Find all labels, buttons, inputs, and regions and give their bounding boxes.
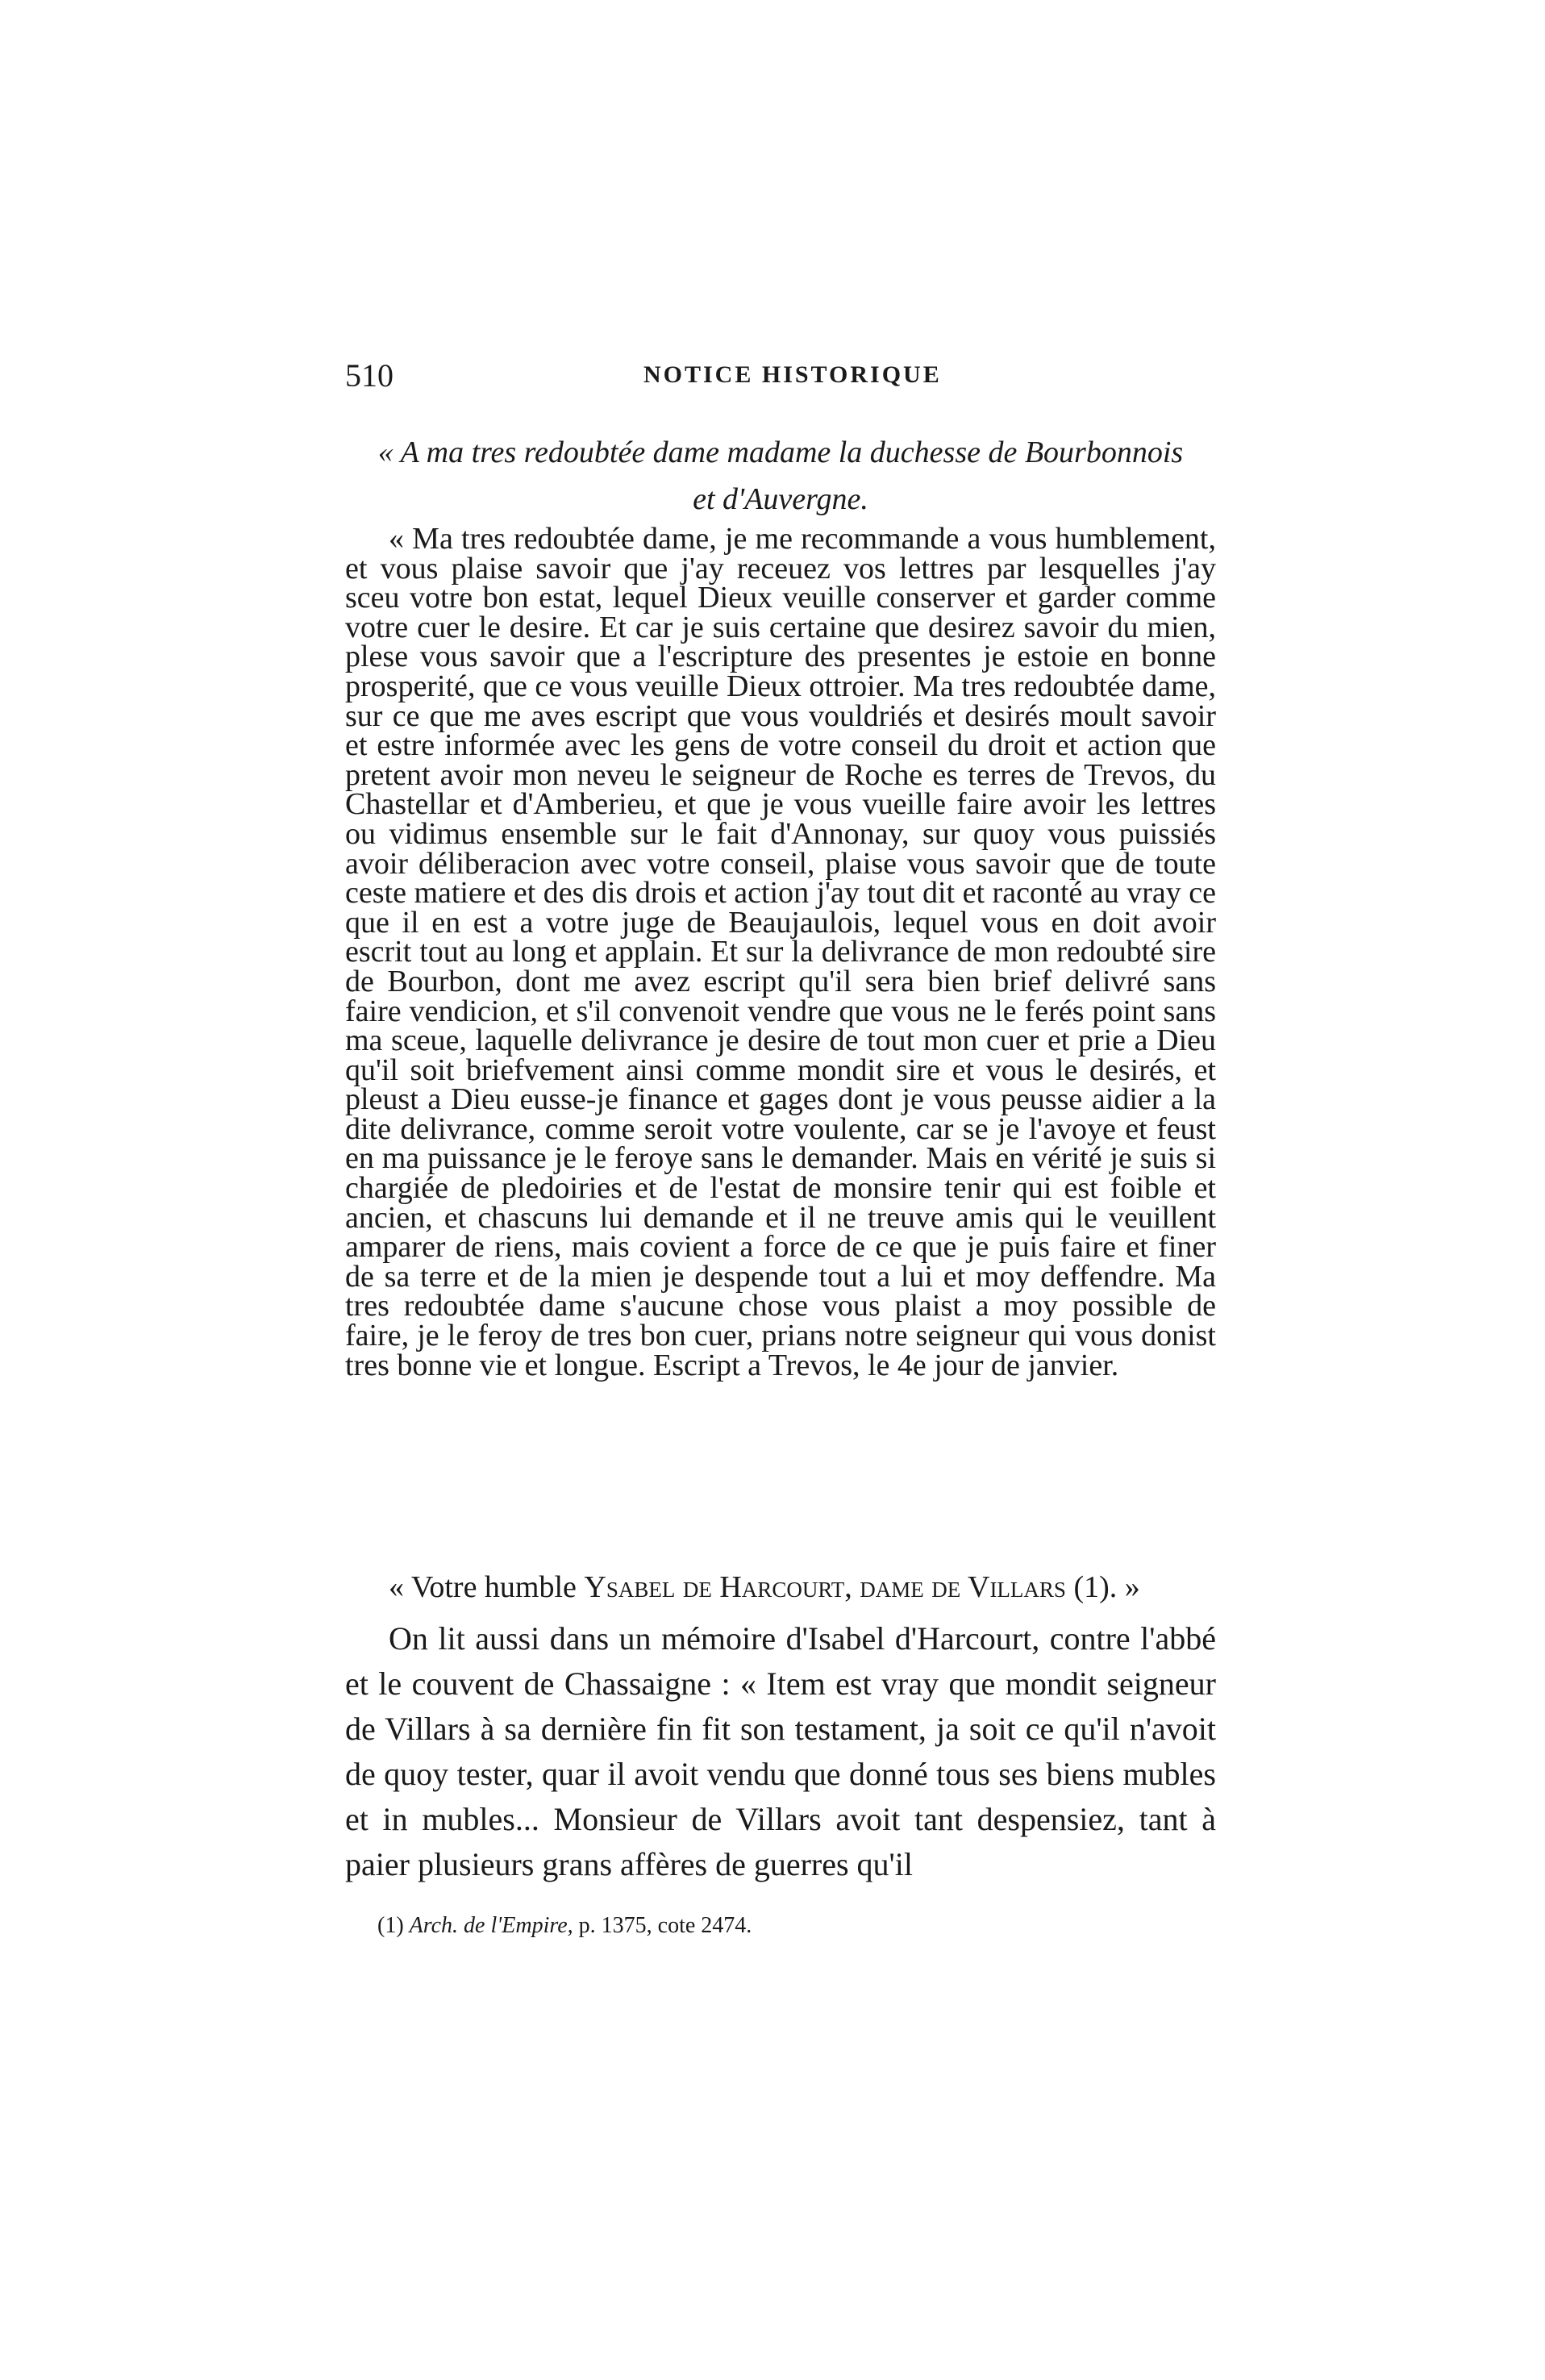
footnote-reference: p. 1375, cote 2474.: [578, 1913, 752, 1938]
letter-signature: [389, 1569, 1140, 1605]
letter-body: [345, 524, 1216, 1380]
running-head: [345, 356, 1216, 402]
address-line-1: « A ma tres redoubtée dame madame la duchesse de Bourbonnois: [377, 436, 1184, 469]
running-title: NOTICE HISTORIQUE: [643, 361, 942, 388]
footnote: [377, 1913, 752, 1939]
body-paragraph: On lit aussi dans un mémoire d'Isabel d'Harcourt, contre l'abbé et le couvent de Chassaigne : « Item est vray que mondit seigneur de Villars à sa dernière fin fit son testament, ja soit ce qu'il n'avoit de quoy tester, quar il avoit vendu que donné tous ses biens mubles et in mubles... Monsieur de Villars avoit tant despensiez, tant à paier plusieurs grans affères de guerres qu'il: [345, 1620, 1216, 1882]
letter-paragraph: « Ma tres redoubtée dame, je me recommande a vous humblement, et vous plaise savoir que j'ay receuez vos lettres par lesquelles j'ay sceu votre bon estat, lequel Dieux veuille conserver et garder comme votre cuer le desire. Et car je suis certaine que desirez savoir du mien, plese vous savoir que a l'escripture des presentes je estoie en bonne prosperité, que ce vous veuille Dieux ottroier. Ma tres redoubtée dame, sur ce que me aves escript que vous vouldriés et desirés moult savoir et estre informée avec les gens de votre conseil du droit et action que pretent avoir mon neveu le seigneur de Roche es terres de Trevos, du Chastellar et d'Amberieu, et que je vous vueille faire avoir les lettres ou vidimus ensemble sur le fait d'Annonay, sur quoy vous puissiés avoir déliberacion avec votre conseil, plaise vous savoir que de toute ceste matiere et des dis drois et action j'ay tout dit et raconté au vray ce que il en est a votre juge de Beaujaulois, lequel vous en doit avoir escrit tout au long et applain. Et sur la delivrance de mon redoubté sire de Bourbon, dont me avez escript qu'il sera bien brief delivré sans faire vendicion, et s'il convenoit vendre que vous ne le ferés point sans ma sceue, laquelle delivrance je desire de tout mon cuer et prie a Dieu qu'il soit briefvement ainsi comme mondit sire et vous le desirés, et pleust a Dieu eusse-je finance et gages dont je vous peusse aidier a la dite delivrance, comme seroit votre voulente, car se je l'avoye et feust en ma puissance je le feroye sans le demander. Mais en vérité je suis si chargiée de pledoiries et de l'estat de monsire tenir qui est foible et ancien, et chascuns lui demande et il ne treuve amis qui le veuillent amparer de riens, mais covient a force de ce que je puis faire et finer de sa terre et de la mien je despende tout a lui et moy deffendre. Ma tres redoubtée dame s'aucune chose vous plaist a moy possible de faire, je le feroy de tres bon cuer, prians notre seigneur qui vous donist tres bonne vie et longue. Escript a Trevos, le 4e jour de janvier.: [345, 522, 1216, 1382]
footnote-source: Arch. de l'Empire,: [409, 1913, 573, 1938]
body-text: [345, 1616, 1216, 1887]
address-line-2: et d'Auvergne.: [693, 482, 868, 516]
signature-suffix: (1). »: [1065, 1570, 1140, 1604]
signature-prefix: « Votre humble: [389, 1570, 585, 1604]
page-number: 510: [345, 357, 394, 394]
letter-address: [345, 429, 1216, 523]
signature-name: Ysabel de Harcourt, dame de Villars: [584, 1570, 1066, 1604]
footnote-marker: (1): [377, 1913, 404, 1938]
